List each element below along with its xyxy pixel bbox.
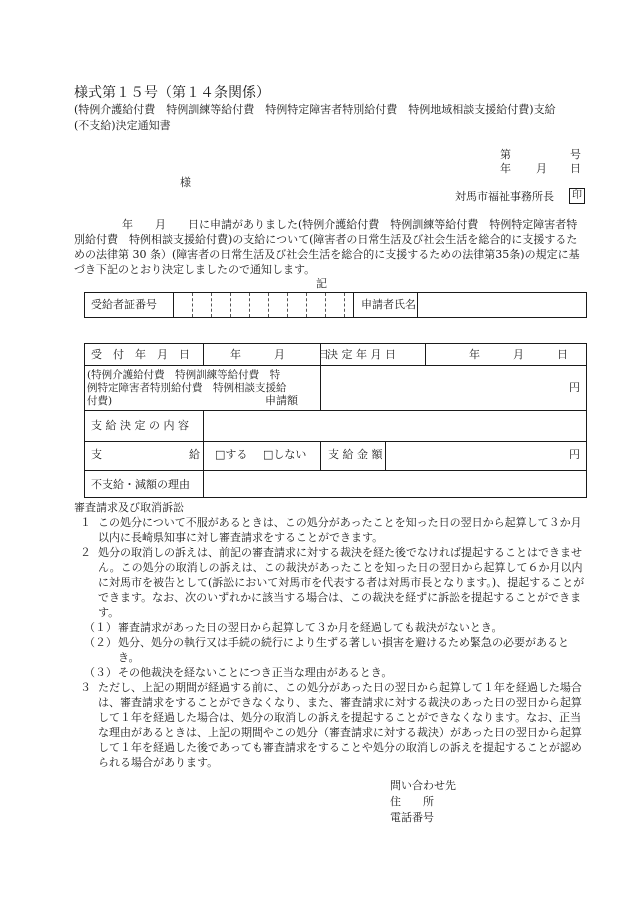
appeal-item bbox=[74, 545, 590, 620]
ki-heading: 記 bbox=[316, 277, 327, 290]
decision-content-label: 支 給 決 定 の 内 容 bbox=[91, 419, 189, 432]
appeal-item-text: 処分の取消しの訴えは、前記の審査請求に対する裁決を経た後でなければ提起することはできません。この処分の取消しの訴えは、この裁決があったことを知った日の翌日から起算して６か月以内に対馬市を被告として(訴訟において対馬市を代表する者は対馬市長となります。)、提起することができます。なお、次のいずれかに該当する場合は、この裁決を経ずに訴訟を提起することができます。 bbox=[98, 546, 585, 619]
appeal-item-text: ただし、上記の期間が経過する前に、この処分があった日の翌日から起算して１年を経過した場合は、審査請求をすることができなくなり、また、審査請求に対する裁決のあった日の翌日から起算して１年を経過した場合は、処分の取消しの訴えを提起することができなくなります。なお、正当な理由があるときは、上記の期間やこの処分（審査請求に対する裁決）があった日の翌日から起算して１年を経過した後であっても審査請求をすることや処分の取消しの訴えを提起することが認められる場合があります。 bbox=[98, 681, 582, 769]
payment-option-no[interactable]: □しない bbox=[263, 448, 307, 461]
notice-body bbox=[74, 217, 586, 277]
payment-label-start: 支 bbox=[91, 448, 102, 461]
recipient-table bbox=[84, 292, 587, 318]
appeal-subitem bbox=[74, 635, 590, 665]
contact-block bbox=[390, 778, 456, 826]
benefit-type-line3: 付費) bbox=[87, 395, 113, 407]
reason-label: 不支給・減額の理由 bbox=[91, 478, 190, 491]
recipient-id-field[interactable] bbox=[177, 293, 351, 317]
benefit-type-line1: (特例介護給付費 特例訓練等給付費 特 bbox=[87, 369, 281, 381]
payment-amount-label: 支 給 金 額 bbox=[328, 448, 383, 461]
decision-date-label: 決 定 年 月 日 bbox=[327, 348, 396, 361]
appeal-section bbox=[74, 500, 590, 770]
appeal-subitem-text: 処分、処分の執行又は手続の続行により生ずる著しい損害を避けるため緊急の必要があるとき。 bbox=[118, 636, 569, 664]
benefit-type-line2: 例特定障害者特別給付費 特例相談支援給 bbox=[87, 382, 287, 394]
contact-heading: 問い合わせ先 bbox=[390, 779, 456, 792]
document-title-line1: (特例介護給付費 特例訓練等給付費 特例特定障害者特別給付費 特例地域相談支援給付費)支給 bbox=[74, 103, 556, 116]
contact-phone-label: 電話番号 bbox=[390, 811, 434, 824]
appeal-subitem-number: （２） bbox=[84, 636, 117, 649]
received-date-value[interactable]: 年 月 日 bbox=[230, 348, 329, 361]
recipient-id-label: 受給者証番号 bbox=[91, 298, 157, 311]
appeal-item-number: １ bbox=[80, 516, 91, 529]
applied-amount-label: 申請額 bbox=[265, 394, 298, 407]
payment-amount-yen: 円 bbox=[569, 448, 580, 461]
contact-address-label: 住 所 bbox=[390, 795, 434, 808]
issuer-name: 対馬市福祉事務所長 bbox=[455, 190, 554, 203]
appeal-item-text: この処分について不服があるときは、この処分があったことを知った日の翌日から起算して３か月以内に長崎県知事に対し審査請求をすることができます。 bbox=[98, 516, 582, 544]
applicant-name-field[interactable] bbox=[419, 293, 585, 317]
document-title-line2: (不支給)決定通知書 bbox=[74, 119, 171, 132]
appeal-item-number: ３ bbox=[80, 681, 91, 694]
appeal-heading: 審査請求及び取消訴訟 bbox=[74, 501, 184, 514]
appeal-subitem-number: （３） bbox=[84, 666, 117, 679]
appeal-item-number: ２ bbox=[80, 546, 91, 559]
appeal-subitem bbox=[74, 620, 590, 635]
appeal-item bbox=[74, 515, 590, 545]
notice-body-text: 年 月 日に申請がありました(特例介護給付費 特例訓練等給付費 特例特定障害者特別給付費 特例相談支援給付費)の支給について(障害者の日常生活及び社会生活を総合的に支援するための法律第 30 条）(障害者の日常生活及び社会生活を総合的に支援するための法律第35条)の規定に基づき下記のとおり決定しましたので通知します。 bbox=[74, 218, 580, 276]
appeal-subitem bbox=[74, 665, 590, 680]
notice-date-day: 日 bbox=[570, 162, 581, 175]
received-date-label: 受 付 年 月 日 bbox=[91, 348, 190, 361]
applied-amount-yen: 円 bbox=[569, 381, 580, 394]
appeal-subitem-text: その他裁決を経ないことにつき正当な理由があるとき。 bbox=[118, 666, 393, 679]
notice-date-year: 年 bbox=[500, 162, 511, 175]
seal-stamp: 印 bbox=[569, 188, 585, 204]
appeal-item bbox=[74, 680, 590, 770]
decision-table bbox=[84, 343, 587, 498]
notice-number-suffix: 号 bbox=[570, 148, 581, 161]
form-number: 様式第１５号（第１４条関係） bbox=[74, 85, 270, 101]
appeal-subitem-text: 審査請求があった日の翌日から起算して３か月を経過しても裁決がないとき。 bbox=[118, 621, 503, 634]
decision-date-value[interactable]: 年 月 日 bbox=[469, 348, 568, 361]
payment-option-yes[interactable]: □する bbox=[215, 448, 248, 461]
addressee-honorific: 様 bbox=[180, 176, 191, 189]
appeal-subitem-number: （１） bbox=[84, 621, 117, 634]
notice-date-month: 月 bbox=[536, 162, 547, 175]
notice-number-label: 第 bbox=[500, 148, 511, 161]
applicant-name-label: 申請者氏名 bbox=[361, 298, 416, 311]
payment-label-end: 給 bbox=[189, 448, 200, 461]
